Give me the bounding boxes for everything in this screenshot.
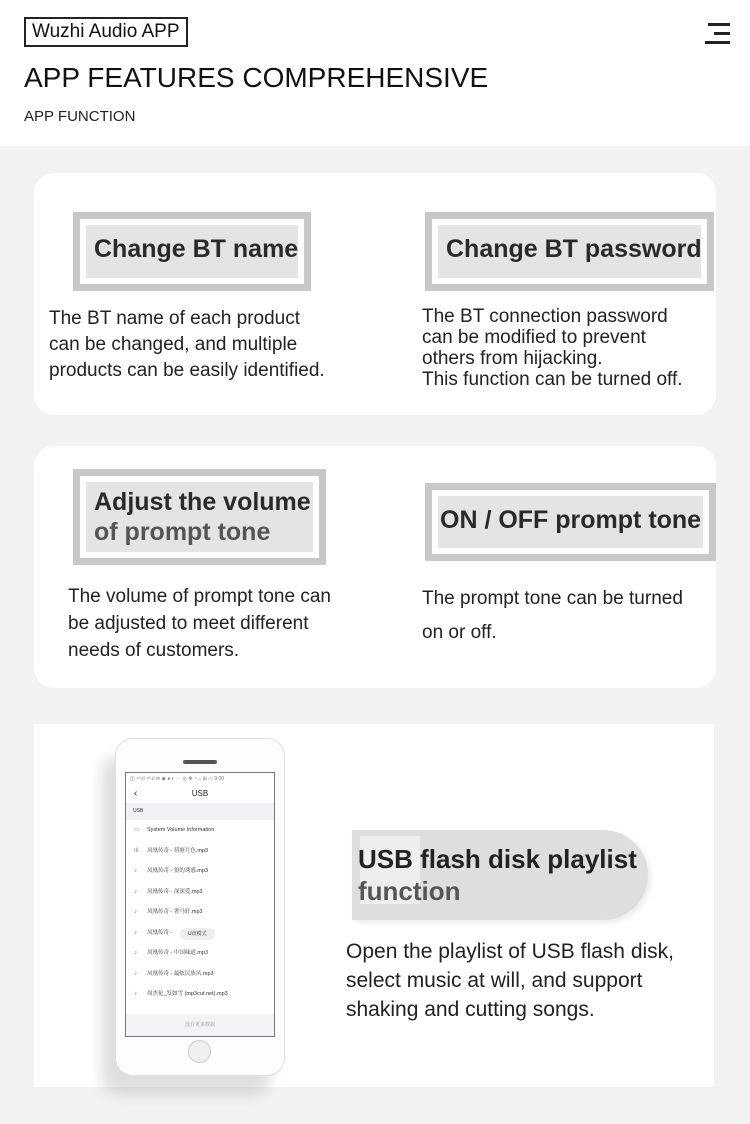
phone-home-button [188,1040,211,1063]
file-list-item[interactable] [126,861,274,882]
page-subtitle: APP FUNCTION [24,108,136,125]
feature-card-bt [34,173,716,415]
file-list-item[interactable] [126,964,274,985]
bt-name-description: The BT name of each product can be changed, and multiple products can be easily identified. [49,308,325,381]
usb-playlist-description: Open the playlist of USB flash disk, select music at will, and support shaking and cutting songs. [346,940,674,1021]
file-name: System Volume Information [147,827,215,833]
prompt-volume-badge-label [86,482,313,552]
brand-logo[interactable]: Wuzhi Audio APP [24,17,188,47]
prompt-volume-badge-line1: Adjust the volume [94,488,311,516]
phone-screen [125,772,275,1037]
file-list-item[interactable] [126,882,274,903]
bt-password-badge [425,212,714,291]
file-name: 凤凰传奇 - 最炫民族风.mp3 [147,970,214,977]
screen-title: USB [191,789,209,798]
usb-playlist-badge-line1: USB flash disk playlist [358,844,637,874]
file-name: 凤凰传奇 - 中国味道.mp3 [147,950,209,956]
back-arrow-icon[interactable]: ‹ [134,788,138,799]
file-name: 凤凰传奇 - 奢马轩.mp3 [147,909,203,915]
file-list-item[interactable] [126,841,274,862]
music-note-icon: ♪ [134,868,137,874]
file-list-item[interactable] [126,984,274,1005]
status-bar: ◫ ⁴ᴳ.ıl ⁴ᴳ.ıl ✉ ◉ ● ◐ ··· ◎ ✻ ◔ ⌂ ⊞ ▭ 9:00 [130,776,225,782]
file-list-item[interactable] [126,902,274,923]
usb-playlist-badge-label [358,843,637,907]
page-header [0,0,750,146]
music-note-icon: ♪ [134,991,137,997]
bt-name-badge-label: Change BT name [86,225,298,278]
folder-icon: ▭ [134,827,140,833]
page-title: APP FEATURES COMPREHENSIVE [24,62,489,93]
file-name: 凤凰传奇 - 荷塘月色.mp3 [147,847,209,854]
path-breadcrumb[interactable]: USB [126,803,274,820]
prompt-onoff-badge [425,483,716,561]
feature-card-prompt [34,446,716,688]
phone-speaker [183,760,217,764]
no-more-data-footer: 没有更多数据 [126,1014,274,1036]
usb-playlist-badge-line2: function [358,876,461,906]
file-list-item[interactable] [126,923,274,944]
music-note-icon: ♪ [134,950,137,956]
prompt-volume-badge [73,469,326,565]
bt-password-badge-label: Change BT password [438,225,701,278]
music-note-icon: ♪ [134,929,137,936]
file-name: 凤凰传奇 - 狼的诱惑.mp3 [147,868,209,874]
music-note-icon: ♪ [134,909,137,915]
prompt-volume-description: The volume of prompt tone can be adjusted to meet different needs of customers. [68,586,331,661]
screen-nav-bar [126,785,274,803]
prompt-onoff-description: The prompt tone can be turned on or off. [422,588,683,643]
file-list [126,820,274,1005]
file-name: 凤凰传奇 - 深深爱.mp3 [147,888,203,895]
bt-name-badge [73,212,311,291]
file-name: 凤凰传奇 - [147,929,173,936]
music-note-icon: ♪ [134,970,137,977]
file-list-item[interactable] [126,943,274,964]
file-list-item[interactable] [126,820,274,841]
phone-mockup [115,738,285,1076]
hamburger-menu-icon[interactable] [702,22,730,44]
playing-bars-icon: ılı [134,847,139,854]
prompt-onoff-badge-label: ON / OFF prompt tone [438,496,703,548]
prompt-volume-badge-line2: of prompt tone [94,518,271,546]
file-name: 周杰伦_发如雪 (mp3cut.net).mp3 [147,991,228,997]
usb-mode-popup: U盘模式 [180,928,215,940]
music-note-icon: ♪ [134,888,137,895]
bt-password-description: The BT connection password can be modified to prevent others from hijacking. This function can be turned off. [422,306,683,390]
